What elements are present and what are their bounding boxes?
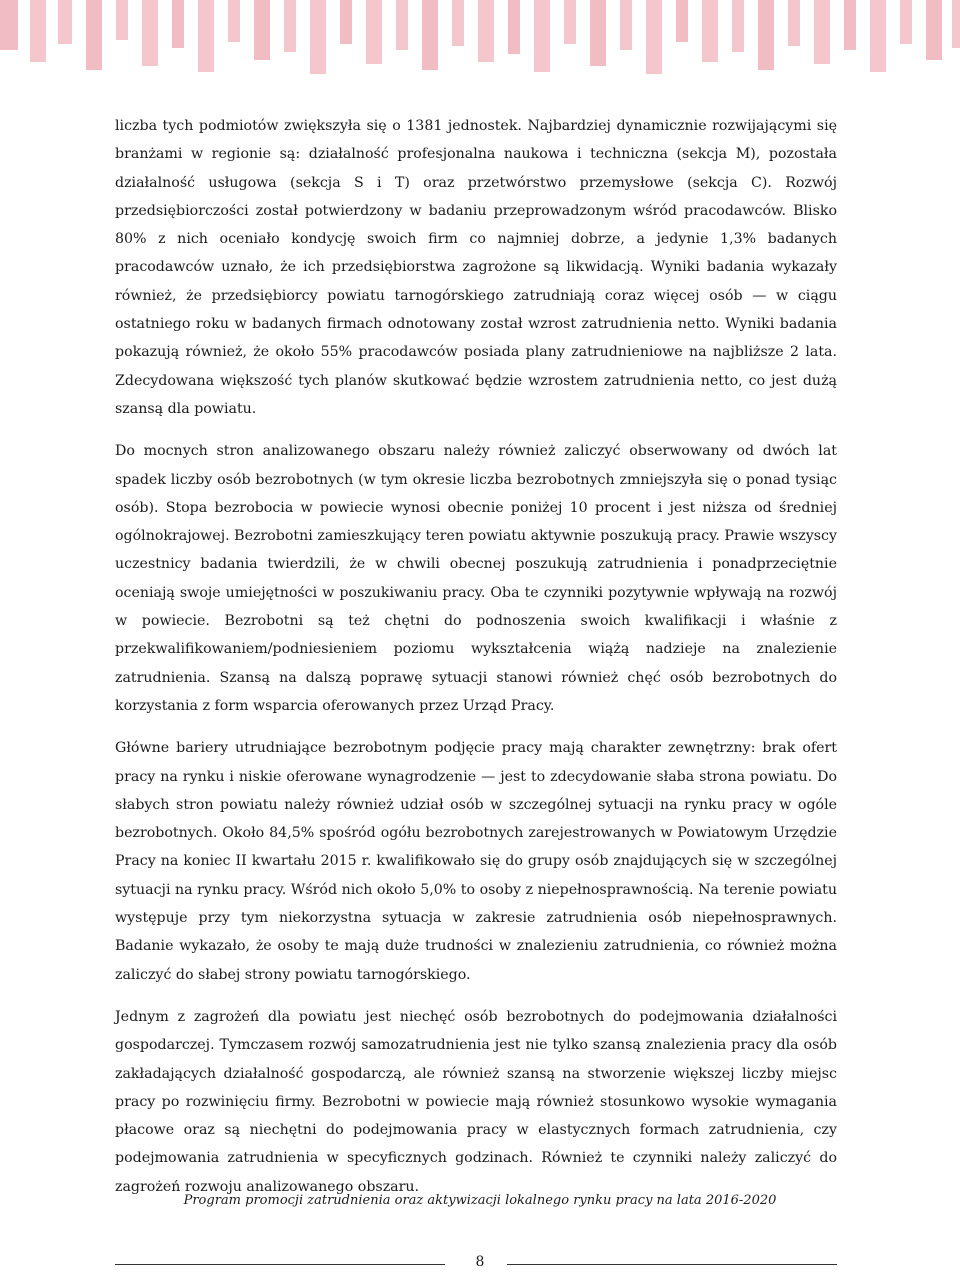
stripe-bar [534, 0, 550, 72]
stripe-bar [758, 0, 774, 70]
stripe-bar [814, 0, 830, 64]
stripe-bar [396, 0, 408, 50]
stripe-bar [452, 0, 464, 46]
stripe-bar [702, 0, 718, 62]
stripe-bar [926, 0, 942, 60]
stripe-bar [590, 0, 606, 66]
stripe-bar [254, 0, 270, 60]
paragraph-2: Do mocnych stron analizowanego obszaru należy również zaliczyć obserwowany od dwóch lat spadek liczby osób bezrobotnych (w tym okresie liczba bezrobotnych zmniejszyła się o ponad tysiąc osób). Stopa bezrobocia w powiecie wynosi obecnie poniżej 10 procent i jest niższa od średniej ogólnokrajowej. Bezrobotni zamieszkujący teren powiatu aktywnie poszukują pracy. Prawie wszyscy uczestnicy badania twierdzili, że w chwili obecnej poszukują zatrudnienia i ponadprzeciętnie oceniają swoje umiejętności w poszukiwaniu pracy. Oba te czynniki pozytywnie wpływają na rozwój w powiecie. Bezrobotni są też chętni do podnoszenia swoich kwalifikacji i właśnie z przekwalifikowaniem/podniesieniem poziomu wykształcenia wiążą nadzieje na znalezienie zatrudnienia. Szansą na dalszą poprawę sytuacji stanowi również chęć osób bezrobotnych do korzystania z form wsparcia oferowanych przez Urząd Pracy. [115, 443, 837, 714]
stripe-bar [732, 0, 744, 52]
decorative-stripes-band [0, 0, 960, 76]
paragraph-1: liczba tych podmiotów zwiększyła się o 1381 jednostek. Najbardziej dynamicznie rozwijającymi się branżami w regionie są: działalność profesjonalna naukowa i techniczna (sekcja M), pozostała działalność usługowa (sekcja S i T) oraz przetwórstwo przemysłowe (sekcja C). Rozwój przedsiębiorczości został potwierdzony w badaniu przeprowadzonym wśród pracodawców. Blisko 80% z nich oceniało kondycję swoich firm co najmniej dobrze, a jedynie 1,3% badanych pracodawców uznało, że ich przedsiębiorstwa zagrożone są likwidacją. Wyniki badania wykazały również, że przedsiębiorcy powiatu tarnogórskiego zatrudniają coraz więcej osób — w ciągu ostatniego roku w badanych firmach odnotowany został wzrost zatrudnienia netto. Wyniki badania pokazują również, że około 55% pracodawców posiada plany zatrudnieniowe na najbliższe 2 lata. Zdecydowana większość tych planów skutkować będzie wzrostem zatrudnienia netto, co jest dużą szansą dla powiatu. [115, 118, 837, 417]
stripe-bar [284, 0, 296, 52]
paragraph-4: Jednym z zagrożeń dla powiatu jest niechęć osób bezrobotnych do podejmowania działalności gospodarczej. Tymczasem rozwój samozatrudnienia jest nie tylko szansą znalezienia pracy dla osób zakładających działalność gospodarczą, ale również szansą na stworzenie większej liczby miejsc pracy po rozwinięciu firmy. Bezrobotni w powiecie mają również stosunkowo wysokie wymagania płacowe oraz są niechętni do podejmowania pracy w elastycznych formach zatrudnienia, czy podejmowania zatrudnienia w specyficznych godzinach. Również te czynniki należy zaliczyć do zagrożeń rozwoju analizowanego obszaru. [115, 1008, 837, 1195]
page-number: 8 [475, 1254, 485, 1270]
page-number-row [115, 1254, 837, 1274]
stripe-bar [646, 0, 662, 74]
stripe-bar [788, 0, 800, 46]
document-body [115, 112, 837, 1215]
stripe-bar [198, 0, 214, 72]
stripe-bar [86, 0, 102, 70]
stripe-bar [900, 0, 912, 44]
stripe-bar [30, 0, 46, 62]
stripe-bar [0, 0, 18, 50]
stripe-bar [58, 0, 72, 44]
stripe-bar [870, 0, 886, 72]
decorative-stripes-icon [0, 0, 960, 76]
stripe-bar [952, 0, 960, 48]
stripe-bar [366, 0, 382, 64]
stripe-bar [478, 0, 494, 62]
footer-rule-left [115, 1264, 445, 1265]
stripe-bar [310, 0, 326, 74]
stripe-bar [620, 0, 632, 50]
stripe-bar [340, 0, 352, 44]
stripe-bar [844, 0, 856, 50]
stripe-bar [564, 0, 576, 44]
footer-rule-right [507, 1264, 837, 1265]
stripe-bar [508, 0, 520, 54]
stripe-bar [116, 0, 128, 40]
paragraph-3: Główne bariery utrudniające bezrobotnym podjęcie pracy mają charakter zewnętrzny: brak ofert pracy na rynku i niskie oferowane wynagrodzenie — jest to zdecydowanie słaba strona powiatu. Do słabych stron powiatu należy również udział osób w szczególnej sytuacji na rynku pracy w ogóle bezrobotnych. Około 84,5% spośród ogółu bezrobotnych zarejestrowanych w Powiatowym Urzędzie Pracy na koniec II kwartału 2015 r. kwalifikowało się do grupy osób znajdujących się w szczególnej sytuacji na rynku pracy. Wśród nich około 5,0% to osoby z niepełnosprawnością. Na terenie powiatu występuje przy tym niekorzystna sytuacja w zakresie zatrudnienia osób niepełnosprawnych. Badanie wykazało, że osoby te mają duże trudności w znalezieniu zatrudnienia, co również można zaliczyć do słabej strony powiatu tarnogórskiego. [115, 740, 837, 983]
stripe-bar [676, 0, 688, 42]
stripe-bar [142, 0, 158, 66]
stripe-bar [172, 0, 184, 48]
stripe-bar [228, 0, 240, 42]
footer-document-title: Program promocji zatrudnienia oraz aktywizacji lokalnego rynku pracy na lata 2016-2020 [183, 1193, 777, 1208]
stripe-bar [422, 0, 438, 70]
